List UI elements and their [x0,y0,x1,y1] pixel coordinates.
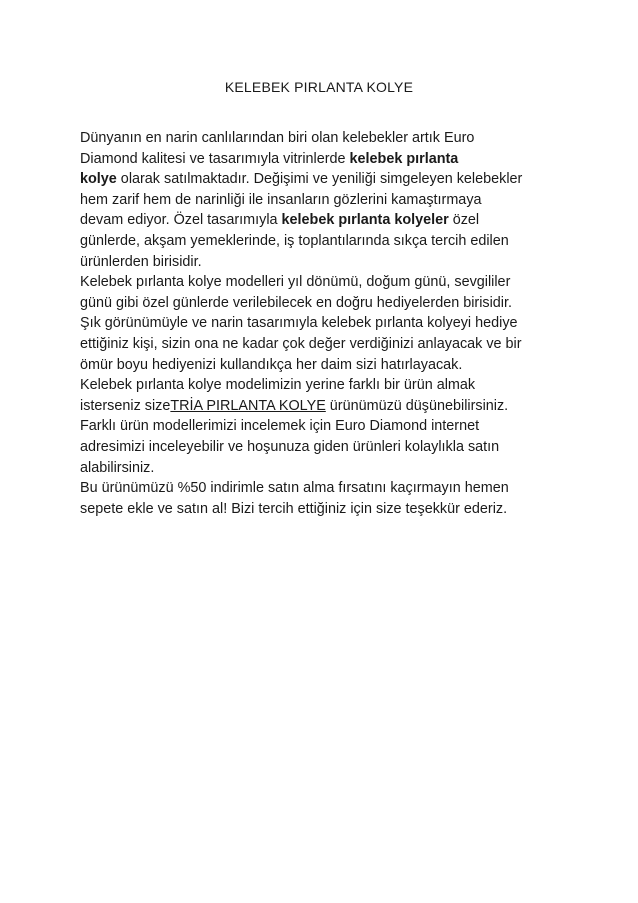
text-line [80,458,580,479]
tria-pirlanta-kolye-link[interactable]: TRİA PIRLANTA KOLYE [170,397,326,414]
text-line [80,210,580,231]
text-line [80,396,580,417]
text-line [80,169,580,190]
bold-keyword: kolye [80,171,117,188]
text-line [80,334,580,355]
text-line [80,437,580,458]
document-body [80,128,580,519]
text-run: ettiğiniz kişi, sizin ona ne kadar çok değer verdiğinizi anlayacak ve bir [80,335,522,352]
text-run: Bu ürünümüzü %50 indirimle satın alma fırsatını kaçırmayın hemen [80,480,509,497]
text-run: özel [448,212,480,229]
text-run: hem zarif hem de narinliği ile insanların gözlerini kamaştırmaya [80,191,482,208]
text-line [80,190,580,211]
text-run: Dünyanın en narin canlılarından biri olan kelebekler artık Euro [80,130,475,146]
text-line [80,355,580,376]
bold-keyword: kelebek pırlanta kolyeler [281,212,449,229]
text-run: devam ediyor. Özel tasarımıyla [80,212,282,229]
text-run: ömür boyu hediyenizi kullandıkça her daim sizi hatırlayacak. [80,356,463,373]
text-run: ürünlerden birisidir. [80,253,202,270]
text-line [80,252,580,273]
text-line [80,293,580,314]
text-run: günlerde, akşam yemeklerinde, iş toplantılarında sıkça tercih edilen [80,232,509,249]
text-line [80,128,580,149]
text-run: Farklı ürün modellerimizi incelemek için Euro Diamond internet [80,418,480,435]
text-line [80,149,580,170]
text-line [80,231,580,252]
text-run: adresimizi inceleyebilir ve hoşunuza giden ürünleri kolaylıkla satın [80,438,500,455]
bold-keyword: kelebek pırlanta [349,150,459,167]
text-run: Kelebek pırlanta kolye modelimizin yerine farklı bir ürün almak [80,377,476,394]
text-run: ürünümüzü düşünebilirsiniz. [325,397,509,414]
text-run: alabilirsiniz. [80,459,155,476]
text-line [80,499,580,520]
text-run: Kelebek pırlanta kolye modelleri yıl dönümü, doğum günü, sevgililer [80,274,511,291]
text-line [80,416,580,437]
text-line [80,313,580,334]
text-run: Şık görünümüyle ve narin tasarımıyla kelebek pırlanta kolyeyi hediye [80,315,518,332]
text-line [80,478,580,499]
text-run: günü gibi özel günlerde verilebilecek en doğru hediyelerden birisidir. [80,294,512,311]
text-run: olarak satılmaktadır. Değişimi ve yeniliği simgeleyen kelebekler [116,171,523,188]
text-run: isterseniz size [80,397,171,414]
text-run: Diamond kalitesi ve tasarımıyla vitrinlerde [80,150,350,167]
text-line [80,375,580,396]
document-title: KELEBEK PIRLANTA KOLYE [224,79,414,95]
text-run: sepete ekle ve satın al! Bizi tercih ettiğiniz için size teşekkür ederiz. [80,500,508,517]
text-line [80,272,580,293]
